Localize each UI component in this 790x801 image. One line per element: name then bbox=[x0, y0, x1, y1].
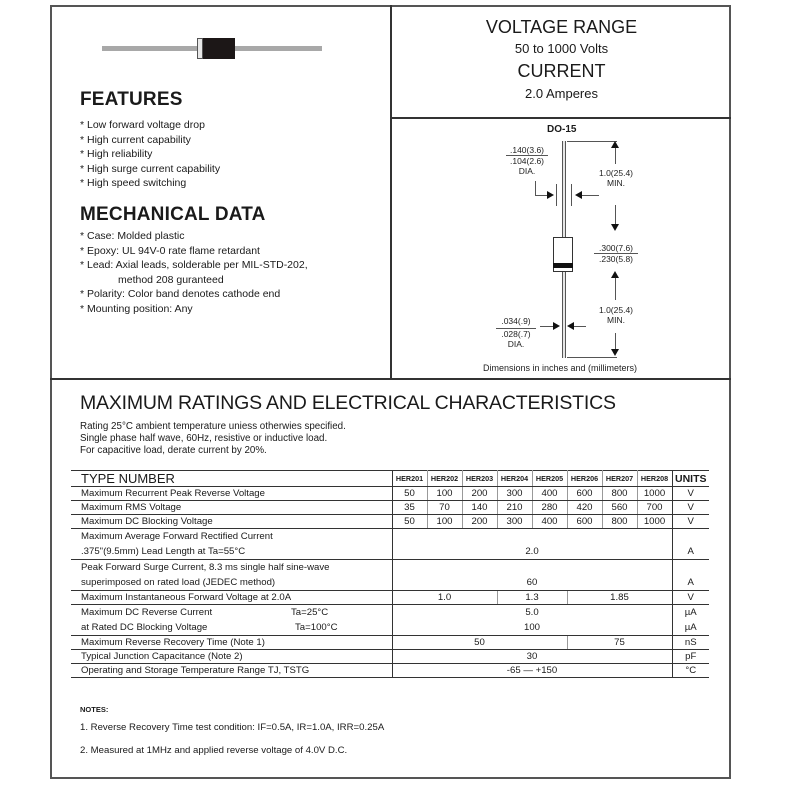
row-label-group bbox=[71, 620, 392, 636]
lead-dia-label: DIA. bbox=[518, 166, 536, 176]
note-item: 2. Measured at 1MHz and applied reverse voltage of 4.0V D.C. bbox=[80, 745, 348, 756]
cell: -65 — +150 bbox=[392, 664, 672, 678]
cell: 50 bbox=[392, 515, 427, 529]
row-label: Maximum DC Reverse Current bbox=[81, 607, 213, 618]
dim-line bbox=[574, 326, 586, 327]
row-label: at Rated DC Blocking Voltage bbox=[81, 622, 208, 633]
table-row bbox=[71, 575, 709, 591]
arrow-down-icon bbox=[611, 349, 619, 356]
dim-line bbox=[540, 326, 554, 327]
part-header: HER204 bbox=[497, 471, 532, 487]
arrow-up-icon bbox=[611, 271, 619, 278]
note-item: 1. Reverse Recovery Time test condition: IF=0.5A, IR=1.0A, IRR=0.25A bbox=[80, 722, 385, 733]
mechanical-item: * Epoxy: UL 94V-0 rate flame retardant bbox=[80, 244, 260, 257]
mechanical-data-list bbox=[80, 229, 308, 317]
table-row bbox=[71, 515, 709, 529]
lead-length-top-min: MIN. bbox=[607, 178, 625, 188]
table-row bbox=[71, 560, 709, 576]
unit-cell: V bbox=[672, 501, 709, 515]
cell: 400 bbox=[532, 515, 567, 529]
unit-cell: V bbox=[672, 515, 709, 529]
arrow-left-icon bbox=[567, 322, 574, 330]
cell: 100 bbox=[427, 487, 462, 501]
cell: 800 bbox=[602, 515, 637, 529]
feature-item: * High current capability bbox=[80, 133, 191, 146]
unit-cell: V bbox=[672, 591, 709, 605]
dim-line bbox=[535, 181, 536, 195]
cell: 300 bbox=[497, 515, 532, 529]
row-condition: Ta=25°C bbox=[291, 607, 329, 618]
dim-line bbox=[615, 278, 616, 300]
part-header: HER207 bbox=[602, 471, 637, 487]
ratings-title: MAXIMUM RATINGS AND ELECTRICAL CHARACTERISTICS bbox=[80, 392, 616, 414]
cell: 420 bbox=[567, 501, 602, 515]
feature-item: * Low forward voltage drop bbox=[80, 119, 205, 131]
table-row bbox=[71, 501, 709, 515]
wire-dia-dimension bbox=[496, 316, 536, 349]
dim-line bbox=[615, 333, 616, 349]
cell: 70 bbox=[427, 501, 462, 515]
wire-dia-min: .028(.7) bbox=[496, 328, 536, 339]
body-length-max: .300(7.6) bbox=[598, 243, 634, 253]
part-header: HER202 bbox=[427, 471, 462, 487]
row-label: Maximum Average Forward Rectified Current bbox=[71, 529, 392, 545]
dimensions-caption: Dimensions in inches and (millimeters) bbox=[482, 363, 638, 373]
cell: 280 bbox=[532, 501, 567, 515]
unit-cell: µA bbox=[672, 605, 709, 621]
feature-item: * High speed switching bbox=[80, 177, 187, 190]
cell: 700 bbox=[637, 501, 672, 515]
cell: 100 bbox=[392, 620, 672, 636]
package-lead-bottom bbox=[562, 272, 566, 358]
table-header-row bbox=[71, 471, 709, 487]
feature-item: * High surge current capability bbox=[80, 162, 221, 175]
table-row bbox=[71, 487, 709, 501]
rating-condition: For capacitive load, derate current by 20%. bbox=[80, 445, 267, 456]
part-header: HER201 bbox=[392, 471, 427, 487]
row-label: Maximum DC Blocking Voltage bbox=[71, 515, 392, 529]
cell-empty bbox=[392, 560, 672, 576]
rating-condition: Single phase half wave, 60Hz, resistive or inductive load. bbox=[80, 433, 328, 444]
unit-cell: µA bbox=[672, 620, 709, 636]
current-value: 2.0 Amperes bbox=[525, 86, 598, 101]
horizontal-divider-middle bbox=[50, 378, 731, 380]
cell: 140 bbox=[462, 501, 497, 515]
part-header: HER206 bbox=[567, 471, 602, 487]
package-cathode-band bbox=[553, 263, 573, 268]
row-label: superimposed on rated load (JEDEC method) bbox=[71, 575, 392, 591]
cell: 1.0 bbox=[392, 591, 497, 605]
unit-cell-empty bbox=[672, 560, 709, 576]
body-length-dimension bbox=[594, 243, 638, 264]
dim-line bbox=[615, 148, 616, 164]
mechanical-data-title: MECHANICAL DATA bbox=[80, 204, 266, 225]
cell: 5.0 bbox=[392, 605, 672, 621]
cell: 1.85 bbox=[567, 591, 672, 605]
table-row bbox=[71, 650, 709, 664]
cell: 50 bbox=[392, 636, 567, 650]
cell: 600 bbox=[567, 487, 602, 501]
row-label: Maximum Recurrent Peak Reverse Voltage bbox=[71, 487, 392, 501]
unit-cell-empty bbox=[672, 529, 709, 545]
unit-cell: °C bbox=[672, 664, 709, 678]
cell-empty bbox=[392, 529, 672, 545]
feature-item: * High reliability bbox=[80, 148, 153, 161]
table-row bbox=[71, 620, 709, 636]
package-name: DO-15 bbox=[547, 124, 577, 135]
cell: 1000 bbox=[637, 515, 672, 529]
arrow-right-icon bbox=[547, 191, 554, 199]
table-row bbox=[71, 591, 709, 605]
rating-conditions bbox=[80, 421, 346, 457]
ratings-table bbox=[71, 470, 709, 678]
diode-cathode-band bbox=[197, 38, 203, 59]
unit-cell: pF bbox=[672, 650, 709, 664]
current-title: CURRENT bbox=[517, 61, 606, 81]
part-header: HER203 bbox=[462, 471, 497, 487]
unit-cell: nS bbox=[672, 636, 709, 650]
lead-dia-min: .104(2.6) bbox=[506, 155, 548, 166]
cell: 200 bbox=[462, 487, 497, 501]
cell: 50 bbox=[392, 487, 427, 501]
wire-dia-label: DIA. bbox=[507, 339, 525, 349]
mechanical-item: * Polarity: Color band denotes cathode end bbox=[80, 288, 281, 301]
arrow-left-icon bbox=[575, 191, 582, 199]
body-length-min: .230(5.8) bbox=[594, 253, 638, 264]
table-row bbox=[71, 664, 709, 678]
lead-dia-dimension bbox=[506, 145, 548, 176]
row-label: Typical Junction Capacitance (Note 2) bbox=[71, 650, 392, 664]
extension-line bbox=[571, 184, 572, 206]
diode-lead-right bbox=[234, 46, 322, 51]
cell: 800 bbox=[602, 487, 637, 501]
lead-length-bottom-min: MIN. bbox=[607, 315, 625, 325]
unit-cell: V bbox=[672, 487, 709, 501]
table-row bbox=[71, 605, 709, 621]
table-row bbox=[71, 529, 709, 545]
unit-cell: A bbox=[672, 575, 709, 591]
arrow-down-icon bbox=[611, 224, 619, 231]
cell: 60 bbox=[392, 575, 672, 591]
row-label: Maximum Instantaneous Forward Voltage at 2.0A bbox=[71, 591, 392, 605]
cell: 1000 bbox=[637, 487, 672, 501]
cell: 30 bbox=[392, 650, 672, 664]
table-row bbox=[71, 544, 709, 560]
row-label: .375"(9.5mm) Lead Length at Ta=55°C bbox=[71, 544, 392, 560]
cell: 210 bbox=[497, 501, 532, 515]
row-label: Maximum Reverse Recovery Time (Note 1) bbox=[71, 636, 392, 650]
type-number-header: TYPE NUMBER bbox=[71, 471, 392, 487]
unit-cell: A bbox=[672, 544, 709, 560]
horizontal-divider-right bbox=[390, 117, 731, 119]
cell: 75 bbox=[567, 636, 672, 650]
dim-line bbox=[615, 205, 616, 224]
mechanical-item: * Case: Molded plastic bbox=[80, 230, 185, 242]
row-condition: Ta=100°C bbox=[295, 622, 338, 633]
rating-condition: Rating 25°C ambient temperature uniess otherwies specified. bbox=[80, 421, 346, 432]
lead-length-bottom-dimension bbox=[596, 305, 636, 325]
cell: 560 bbox=[602, 501, 637, 515]
notes-title: NOTES: bbox=[80, 705, 109, 714]
voltage-range-value: 50 to 1000 Volts bbox=[514, 41, 609, 56]
arrow-right-icon bbox=[553, 322, 560, 330]
lead-length-top-dimension bbox=[596, 168, 636, 188]
lead-length-bottom: 1.0(25.4) bbox=[598, 305, 634, 315]
mechanical-item: * Lead: Axial leads, solderable per MIL-STD-202, bbox=[80, 259, 308, 272]
row-label: Operating and Storage Temperature Range TJ, TSTG bbox=[71, 664, 392, 678]
row-label-group bbox=[71, 605, 392, 621]
units-header: UNITS bbox=[672, 471, 709, 487]
dim-line bbox=[582, 195, 599, 196]
row-label: Peak Forward Surge Current, 8.3 ms single half sine-wave bbox=[71, 560, 392, 576]
mechanical-item: method 208 guranteed bbox=[118, 273, 224, 286]
features-list bbox=[80, 118, 220, 191]
cell: 400 bbox=[532, 487, 567, 501]
extension-line bbox=[567, 141, 617, 142]
cell: 300 bbox=[497, 487, 532, 501]
mechanical-item: * Mounting position: Any bbox=[80, 302, 193, 315]
lead-dia-max: .140(3.6) bbox=[509, 145, 545, 155]
part-header: HER208 bbox=[637, 471, 672, 487]
arrow-up-icon bbox=[611, 141, 619, 148]
features-title: FEATURES bbox=[80, 89, 183, 110]
extension-line bbox=[567, 357, 617, 358]
package-lead-top bbox=[562, 141, 566, 237]
cell: 200 bbox=[462, 515, 497, 529]
lead-length-top: 1.0(25.4) bbox=[598, 168, 634, 178]
table-row bbox=[71, 636, 709, 650]
voltage-range-title: VOLTAGE RANGE bbox=[485, 17, 638, 37]
cell: 35 bbox=[392, 501, 427, 515]
cell: 1.3 bbox=[497, 591, 567, 605]
cell: 100 bbox=[427, 515, 462, 529]
diode-lead-left bbox=[102, 46, 198, 51]
cell: 600 bbox=[567, 515, 602, 529]
wire-dia-max: .034(.9) bbox=[501, 316, 531, 326]
part-header: HER205 bbox=[532, 471, 567, 487]
row-label: Maximum RMS Voltage bbox=[71, 501, 392, 515]
extension-line bbox=[556, 184, 557, 206]
cell: 2.0 bbox=[392, 544, 672, 560]
